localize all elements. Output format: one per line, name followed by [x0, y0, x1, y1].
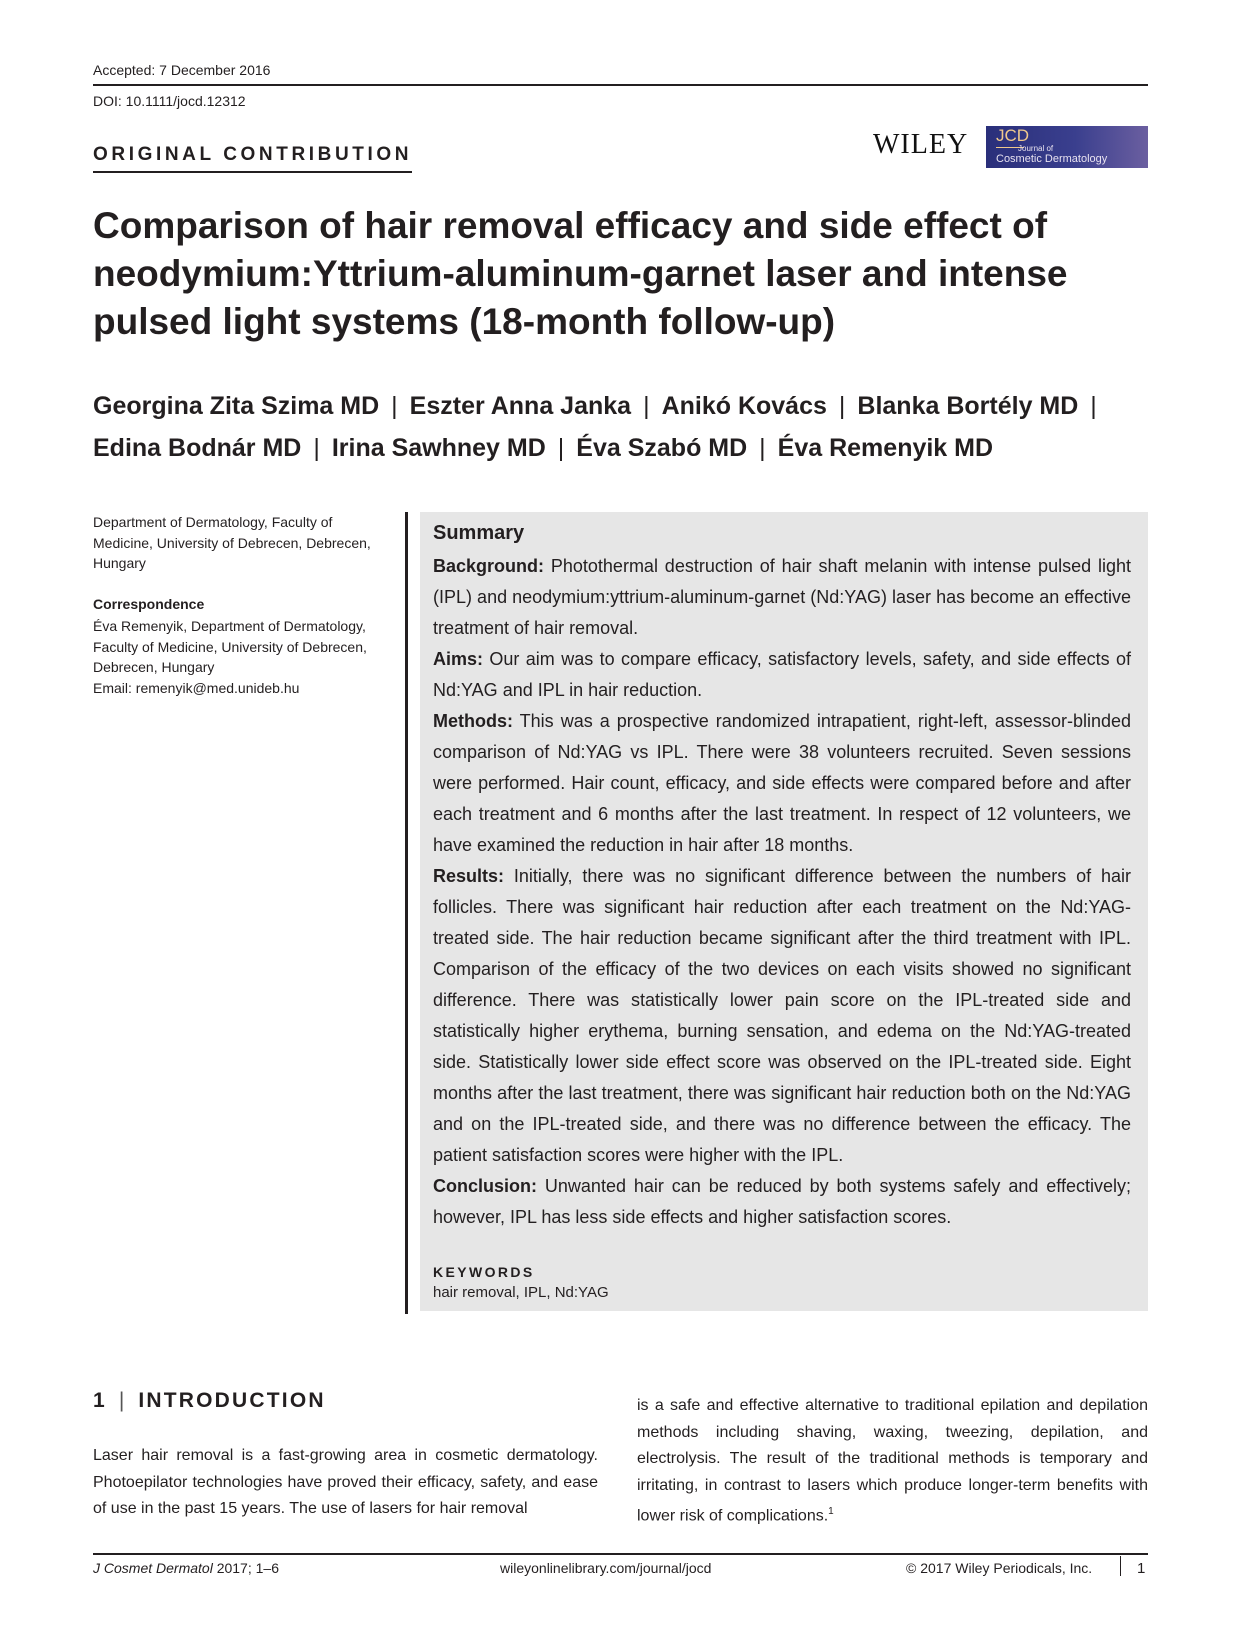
- background-text: Photothermal destruction of hair shaft melanin with intense pulsed light (IPL) and neodymium:yttrium-aluminum-garnet (Nd:YAG) laser has become an effective treatment of hair removal.: [433, 556, 1131, 638]
- author-name: Edina Bodnár MD: [93, 434, 302, 462]
- author-separator: |: [313, 434, 320, 462]
- footer-copyright: © 2017 Wiley Periodicals, Inc.: [906, 1560, 1093, 1576]
- footer-year-pages: 2017; 1–6: [212, 1560, 279, 1576]
- author-name: Éva Szabó MD: [576, 434, 748, 462]
- summary-methods: [433, 706, 1131, 861]
- introduction-right-column: [637, 1393, 1148, 1530]
- background-label: Background:: [433, 556, 545, 576]
- correspondence-email[interactable]: Email: remenyik@med.unideb.hu: [93, 679, 300, 696]
- author-name: Blanka Bortély MD: [857, 392, 1079, 420]
- doi-link[interactable]: DOI: 10.1111/jocd.12312: [93, 93, 246, 109]
- accepted-date: Accepted: 7 December 2016: [93, 62, 271, 78]
- journal-logo: [986, 126, 1148, 168]
- header-rule: [93, 84, 1148, 86]
- footer-divider: [1120, 1556, 1121, 1576]
- author-line-1: [93, 385, 1153, 427]
- section-number: 1: [93, 1389, 107, 1412]
- methods-label: Methods:: [433, 711, 513, 731]
- author-name: Georgina Zita Szima MD: [93, 392, 380, 420]
- journal-logo-line1: Journal of: [1018, 144, 1054, 153]
- author-name: Eszter Anna Janka: [409, 392, 632, 420]
- correspondence-block: [93, 616, 393, 698]
- summary-conclusion: [433, 1171, 1131, 1233]
- journal-logo-abbr: JCD: [996, 126, 1030, 145]
- introduction-heading: [93, 1389, 326, 1413]
- summary-aims: [433, 644, 1131, 706]
- sidebar-divider: [405, 512, 408, 1314]
- citation-ref[interactable]: 1: [828, 1506, 834, 1517]
- author-name: Éva Remenyik MD: [777, 434, 994, 462]
- footer-citation: [93, 1560, 279, 1576]
- author-line-2: [93, 427, 1153, 469]
- wiley-logo: WILEY: [873, 129, 969, 160]
- author-separator: |: [643, 392, 650, 420]
- author-separator: |: [838, 392, 846, 420]
- footer-journal: J Cosmet Dermatol: [93, 1560, 213, 1576]
- summary-background: [433, 551, 1131, 644]
- introduction-left-column: Laser hair removal is a fast-growing area in cosmetic dermatology. Photoepilator technologies have proved their efficacy, safety, and ease of use in the past 15 years. The use of lasers for hair removal: [93, 1447, 598, 1517]
- summary-heading: Summary: [433, 522, 525, 544]
- summary-results: [433, 861, 1131, 1171]
- affiliation: Department of Dermatology, Faculty of Medicine, University of Debrecen, Debrecen, Hungary: [93, 514, 371, 571]
- footer-rule: [93, 1553, 1148, 1555]
- page-number: 1: [1137, 1560, 1146, 1577]
- correspondence-address: Éva Remenyik, Department of Dermatology, Faculty of Medicine, University of Debrecen, Debrecen, Hungary: [93, 618, 367, 675]
- correspondence-heading: Correspondence: [93, 596, 205, 612]
- section-title: INTRODUCTION: [138, 1389, 326, 1412]
- aims-label: Aims:: [433, 649, 484, 669]
- author-list: [93, 385, 1153, 469]
- author-separator: |: [557, 434, 565, 462]
- introduction-right-text: is a safe and effective alternative to traditional epilation and depilation methods including shaving, waxing, tweezing, depilation, and electrolysis. The result of the traditional methods is temporary and irritating, in contrast to lasers which produce longer-term benefits with lower risk of complications.: [637, 1397, 1148, 1525]
- results-label: Results:: [433, 866, 505, 886]
- conclusion-text: Unwanted hair can be reduced by both systems safely and effectively; however, IPL has less side effects and higher satisfaction scores.: [433, 1176, 1131, 1227]
- journal-logo-line2: Cosmetic Dermatology: [996, 153, 1108, 165]
- section-tag: ORIGINAL CONTRIBUTION: [93, 144, 412, 173]
- author-separator: |: [759, 434, 766, 462]
- section-separator: |: [118, 1389, 125, 1412]
- author-separator: |: [391, 392, 398, 420]
- keywords-heading: KEYWORDS: [433, 1264, 535, 1280]
- keywords-list: hair removal, IPL, Nd:YAG: [433, 1284, 609, 1301]
- conclusion-label: Conclusion:: [433, 1176, 537, 1196]
- footer-url[interactable]: wileyonlinelibrary.com/journal/jocd: [500, 1560, 712, 1576]
- article-title: Comparison of hair removal efficacy and side effect of neodymium:Yttrium-aluminum-garnet laser and intense pulsed light systems (18-month follow-up): [93, 205, 1068, 342]
- summary-body: [433, 551, 1131, 1233]
- author-name: Anikó Kovács: [661, 392, 827, 420]
- author-name: Irina Sawhney MD: [331, 434, 546, 462]
- aims-text: Our aim was to compare efficacy, satisfactory levels, safety, and side effects of Nd:YAG and IPL in hair reduction.: [433, 649, 1131, 700]
- methods-text: This was a prospective randomized intrapatient, right-left, assessor-blinded comparison of Nd:YAG vs IPL. There were 38 volunteers recruited. Seven sessions were performed. Hair count, efficacy, and side effects were compared before and after each treatment and 6 months after the last treatment. In respect of 12 volunteers, we have examined the reduction in hair after 18 months.: [433, 711, 1131, 855]
- results-text: Initially, there was no significant difference between the numbers of hair follicles. There was significant hair reduction after each treatment on the Nd:YAG-treated side. The hair reduction became significant after the third treatment with IPL. Comparison of the efficacy of the two devices on each visits showed no significant difference. There was statistically lower pain score on the IPL-treated side and statistically higher erythema, burning sensation, and edema on the Nd:YAG-treated side. Statistically lower side effect score was observed on the IPL-treated side. Eight months after the last treatment, there was significant hair reduction both on the Nd:YAG and on the IPL-treated side, and there was no difference between the efficacy. The patient satisfaction scores were higher with the IPL.: [433, 866, 1131, 1165]
- author-separator: |: [1090, 392, 1097, 420]
